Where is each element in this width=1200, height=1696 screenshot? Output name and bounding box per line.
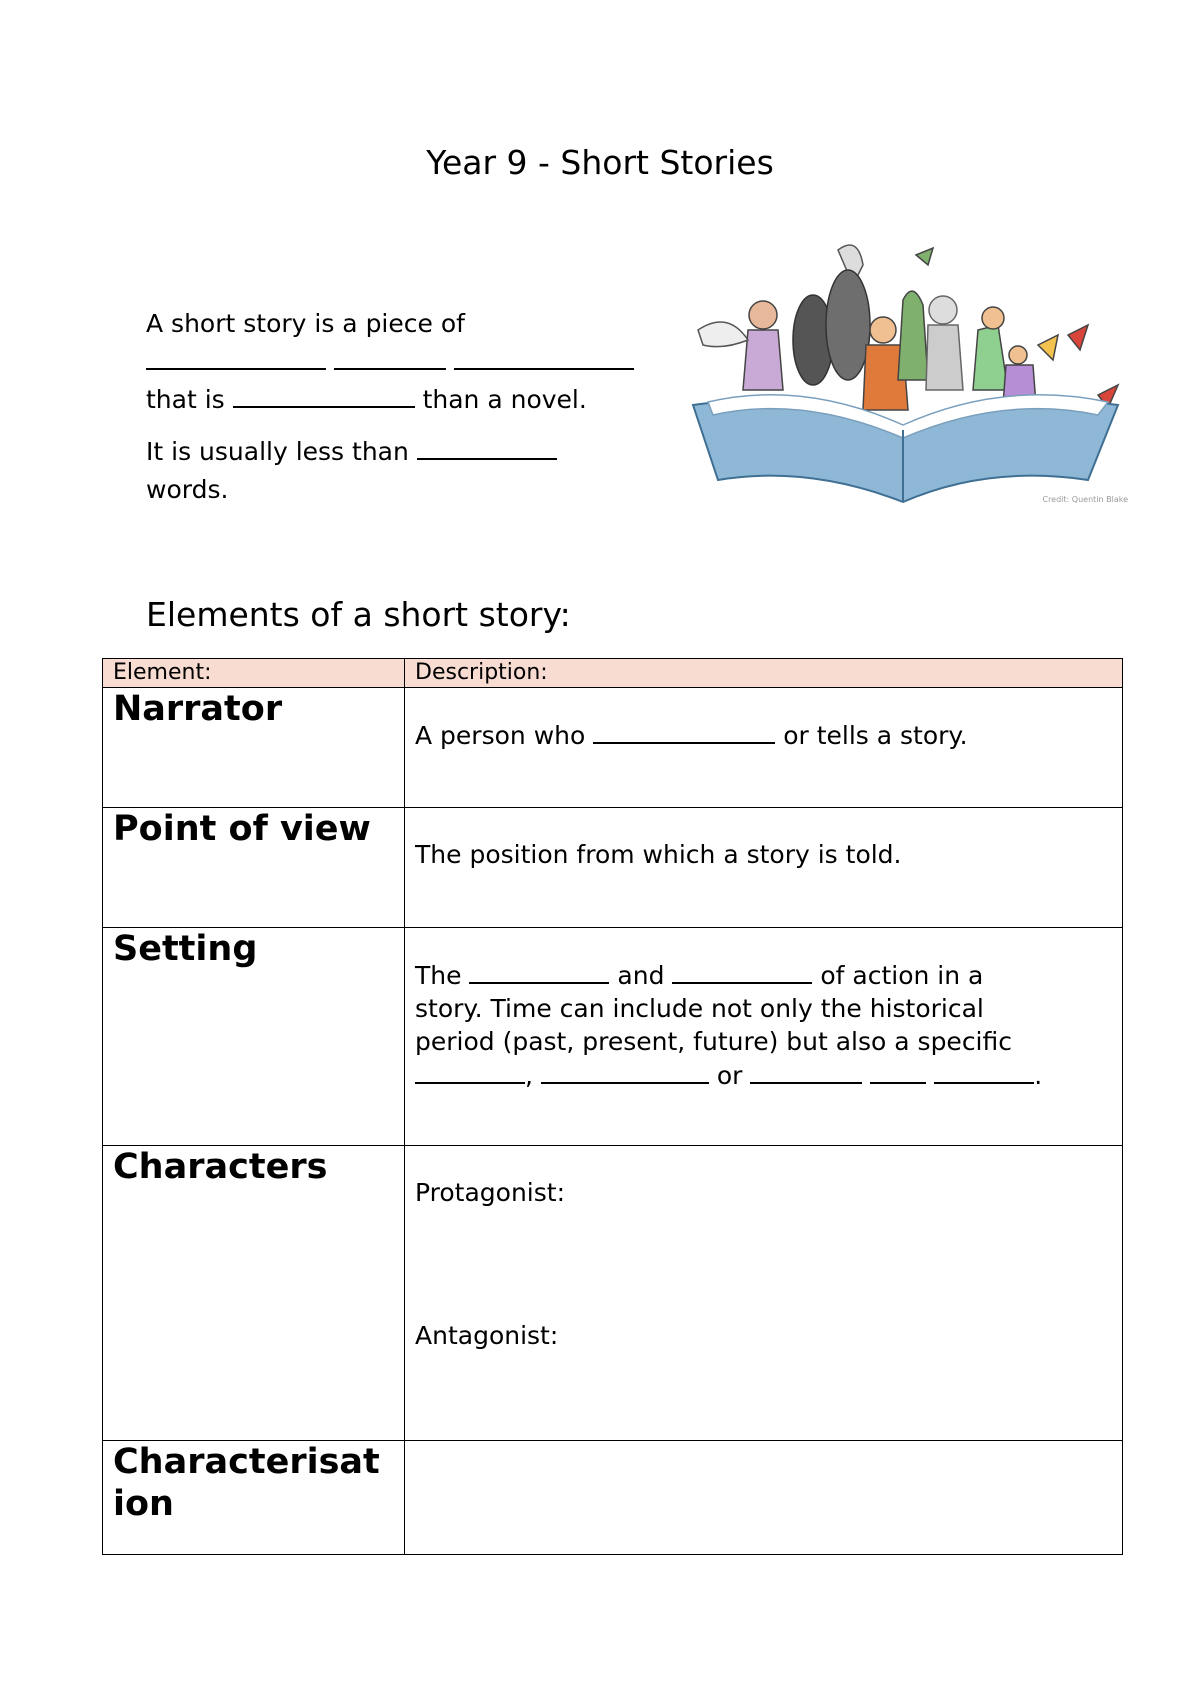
blank[interactable] (934, 1058, 1034, 1084)
blank[interactable] (593, 718, 775, 744)
intro-paragraph-2 (146, 433, 666, 509)
table-header-row (103, 659, 1123, 688)
element-name: Point of view (103, 808, 405, 928)
blank[interactable] (469, 958, 609, 984)
table-row (103, 928, 1123, 1146)
intro-line-3b: words. (146, 475, 229, 504)
table-row (103, 1146, 1123, 1441)
desc-text: , (525, 1061, 533, 1090)
book-illustration (688, 240, 1133, 510)
blank[interactable] (233, 382, 415, 408)
elements-table (102, 658, 1123, 1555)
blank[interactable] (541, 1058, 709, 1084)
element-description (405, 808, 1123, 928)
desc-text: The (415, 961, 462, 990)
intro-text (146, 305, 666, 509)
blank[interactable] (672, 958, 812, 984)
desc-text: . (1034, 1061, 1043, 1090)
desc-text: or (716, 1061, 743, 1090)
intro-paragraph-1 (146, 305, 666, 419)
intro-line-3a: It is usually less than (146, 437, 409, 466)
illustration-credit: Credit: Quentin Blake (1042, 495, 1128, 504)
blank[interactable] (417, 434, 557, 460)
element-name: Characterisat ion (103, 1441, 405, 1555)
character-figures (698, 245, 1118, 410)
element-description (405, 1146, 1123, 1441)
intro-line-1: A short story is a piece of (146, 309, 465, 338)
table-row (103, 1441, 1123, 1555)
blank[interactable] (454, 344, 634, 370)
desc-text: The position from which a story is told. (415, 840, 902, 869)
element-description (405, 688, 1123, 808)
element-description[interactable] (405, 1441, 1123, 1555)
column-header: Description: (405, 659, 1123, 688)
blank[interactable] (415, 1058, 525, 1084)
desc-text: or tells a story. (783, 721, 968, 750)
blank[interactable] (750, 1058, 862, 1084)
page-title: Year 9 - Short Stories (426, 143, 774, 182)
desc-text: story. Time can include not only the historical (415, 994, 984, 1023)
desc-text: A person who (415, 721, 586, 750)
desc-text: and (617, 961, 665, 990)
element-name: Characters (103, 1146, 405, 1441)
open-book (693, 395, 1118, 502)
table-row (103, 688, 1123, 808)
element-name: Setting (103, 928, 405, 1146)
desc-text: of action in a (820, 961, 984, 990)
table-row (103, 808, 1123, 928)
element-description (405, 928, 1123, 1146)
desc-text: period (past, present, future) but also a specific (415, 1027, 1012, 1056)
section-heading: Elements of a short story: (146, 595, 571, 634)
protagonist-label: Protagonist: (415, 1178, 565, 1207)
blank[interactable] (334, 344, 446, 370)
blank[interactable] (870, 1058, 926, 1084)
intro-line-2b: than a novel. (422, 385, 587, 414)
antagonist-label: Antagonist: (415, 1321, 559, 1350)
blank[interactable] (146, 344, 326, 370)
element-name: Narrator (103, 688, 405, 808)
column-header: Element: (103, 659, 405, 688)
intro-line-2a: that is (146, 385, 225, 414)
